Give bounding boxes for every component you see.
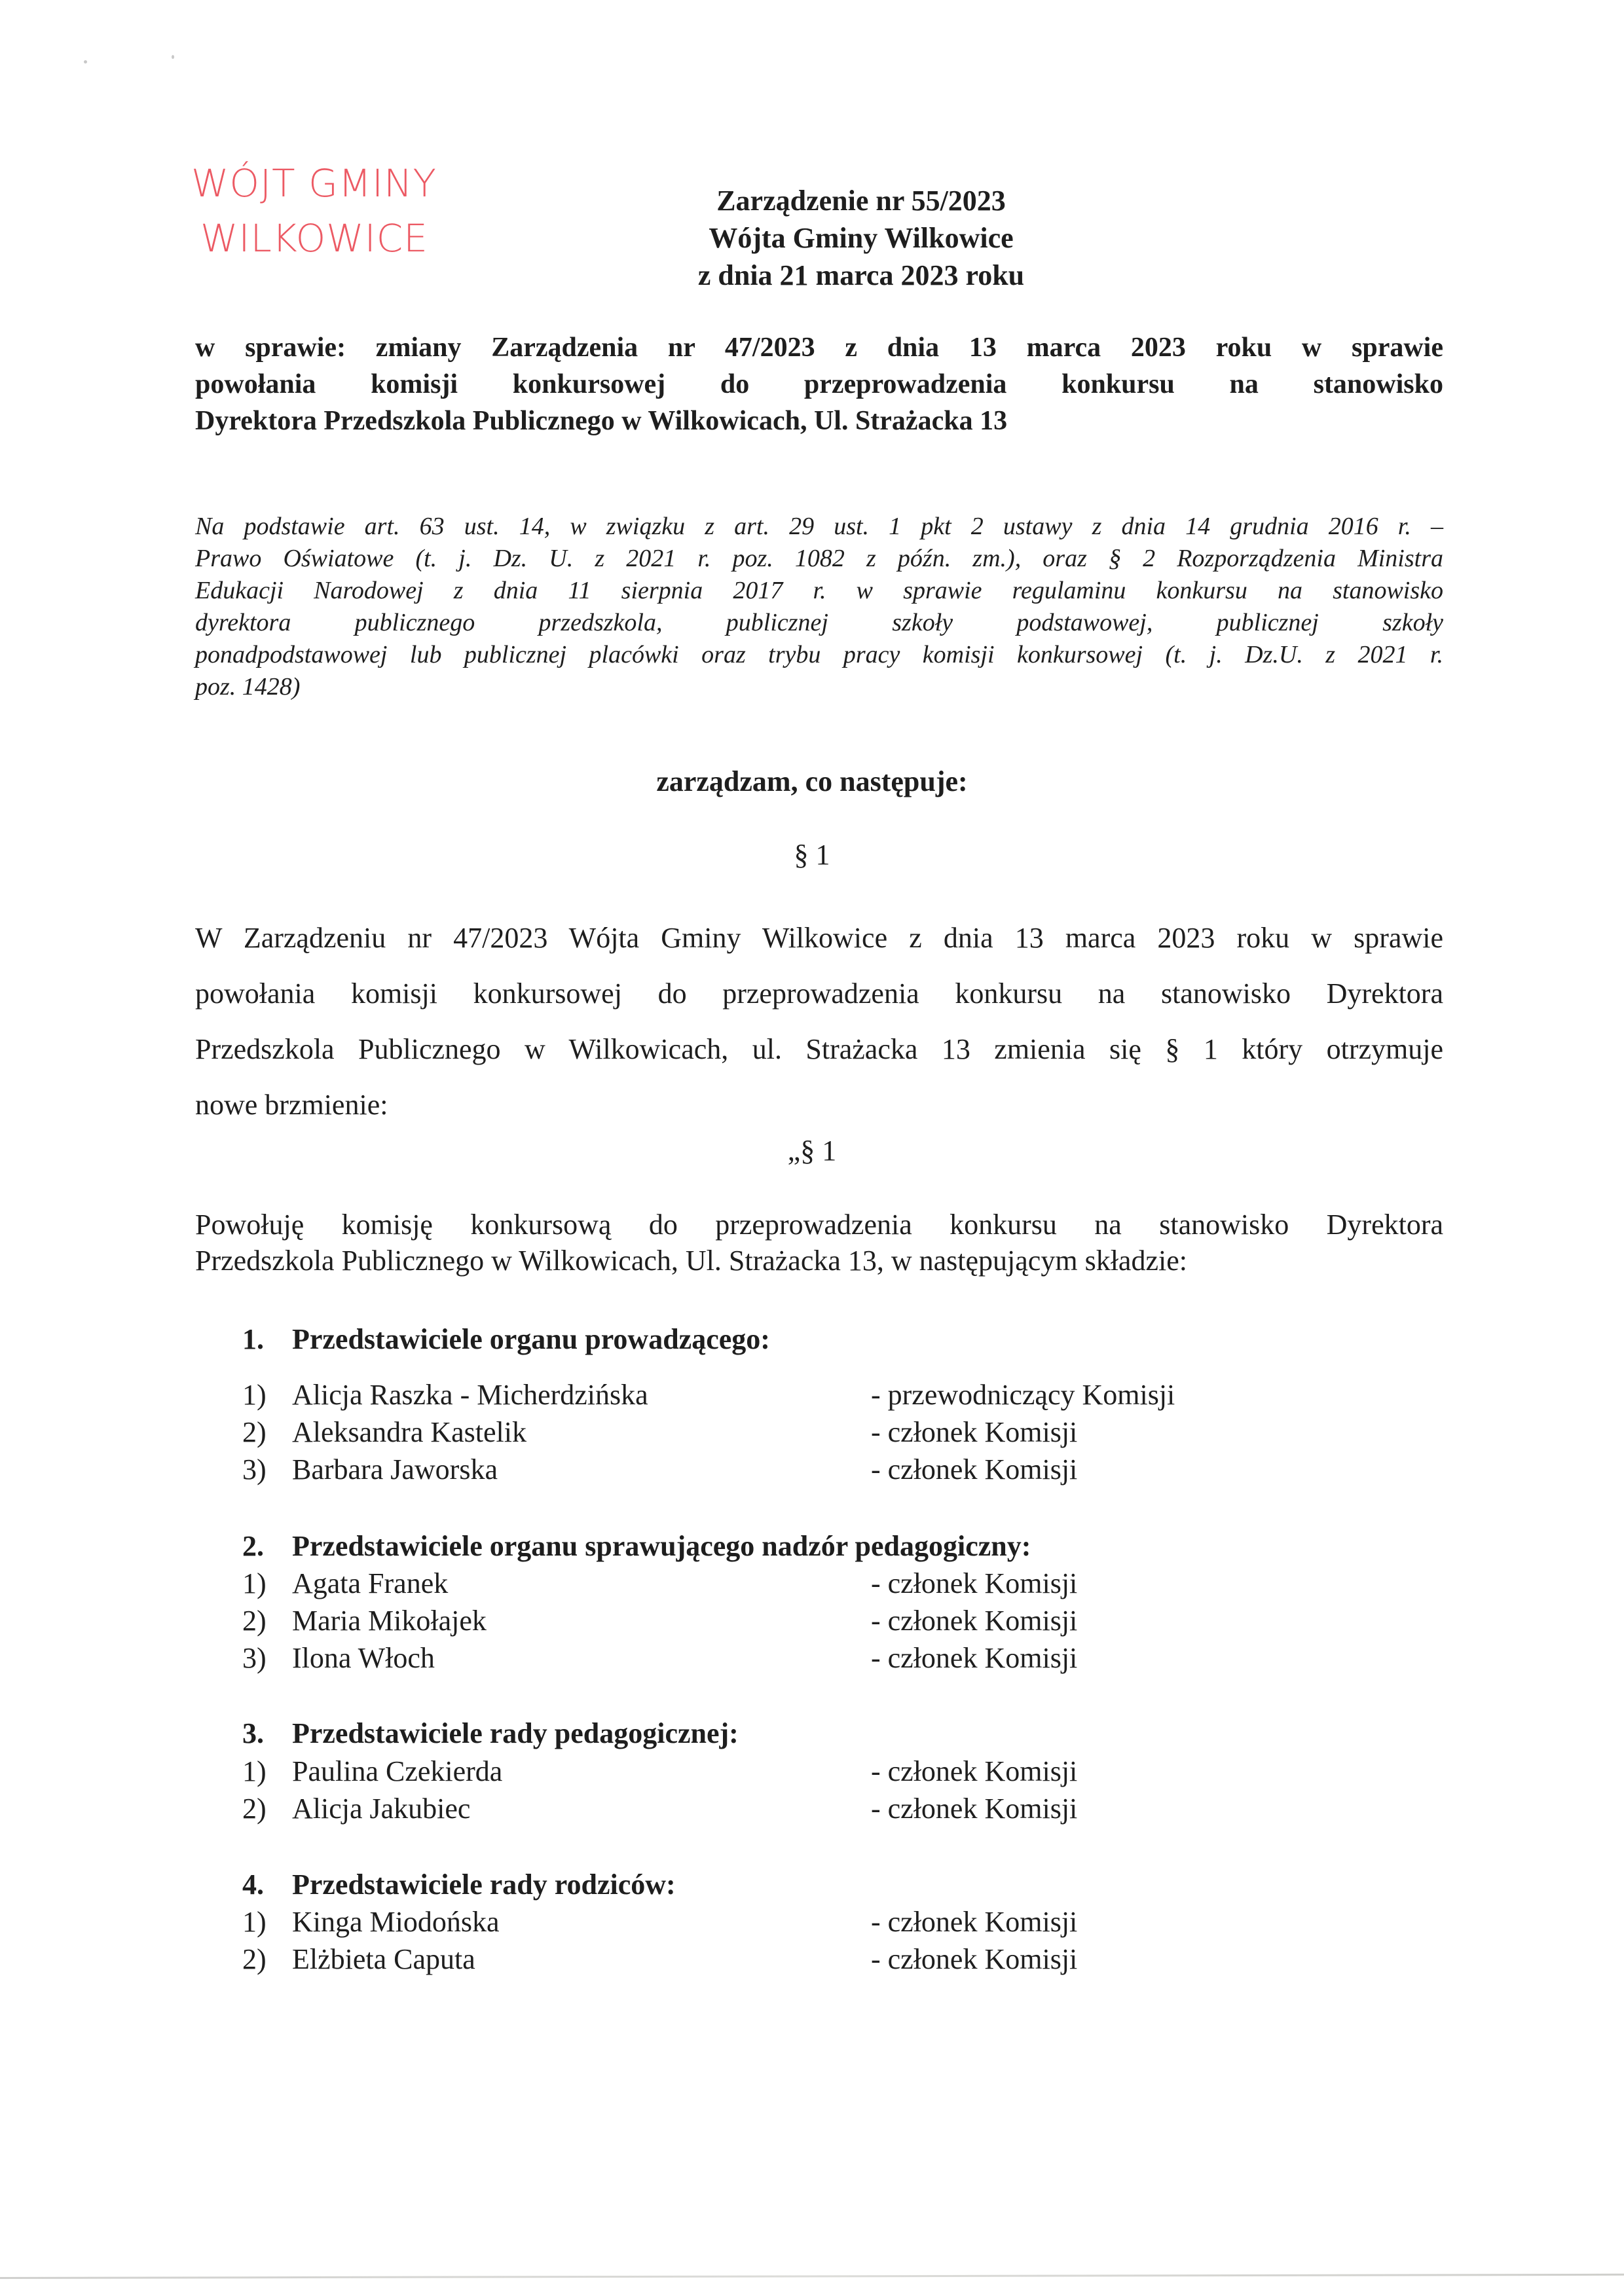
committee-member (242, 1567, 1356, 1605)
member-index: 1) (242, 1379, 267, 1411)
document-title: Zarządzenie nr 55/2023 (716, 185, 1006, 217)
member-name: Barbara Jaworska (292, 1453, 498, 1485)
group-title (242, 1322, 770, 1356)
group-label: Przedstawiciele rady rodziców: (292, 1868, 676, 1901)
scan-edge-line (0, 2274, 1624, 2279)
committee-member (242, 1453, 1356, 1491)
member-name: Agata Franek (292, 1567, 449, 1599)
group-number: 4. (242, 1868, 264, 1901)
group-label: Przedstawiciele rady pedagogicznej: (292, 1717, 739, 1749)
subject-line: powołania komisji konkursowej do przeprowadzenia konkursu na stanowisko (195, 369, 1443, 399)
member-name: Alicja Jakubiec (292, 1793, 471, 1825)
member-index: 2) (242, 1943, 267, 1975)
stamp-line-2: WILKOWICE (200, 216, 428, 261)
legal-basis-line: Prawo Oświatowe (t. j. Dz. U. z 2021 r. poz. 1082 z późn. zm.), oraz § 2 Rozporządzenia Ministra (195, 545, 1443, 572)
committee-member (242, 1641, 1356, 1679)
stamp-line-1: WÓJT GMINY (191, 161, 437, 206)
member-index: 2) (242, 1605, 267, 1637)
member-index: 2) (242, 1793, 267, 1825)
member-name: Aleksandra Kastelik (292, 1416, 526, 1448)
member-index: 3) (242, 1453, 267, 1485)
member-role: - członek Komisji (871, 1943, 1078, 1975)
amended-section-line: Powołuję komisję konkursową do przeprowadzenia konkursu na stanowisko Dyrektora (195, 1209, 1443, 1241)
document-header (570, 182, 1153, 294)
member-name: Ilona Włoch (292, 1642, 435, 1674)
member-name: Elżbieta Caputa (292, 1943, 475, 1975)
group-title (242, 1529, 1031, 1563)
group-number: 3. (242, 1717, 264, 1749)
amended-section-line: Przedszkola Publicznego w Wilkowicach, Ul. Strażacka 13, w następującym składzie: (195, 1245, 1187, 1277)
member-index: 1) (242, 1755, 267, 1787)
member-name: Kinga Miodońska (292, 1906, 500, 1938)
scan-speck (84, 60, 87, 64)
member-name: Maria Mikołajek (292, 1605, 487, 1637)
document-subject (195, 329, 1443, 439)
member-role: - członek Komisji (871, 1906, 1078, 1938)
group-title (242, 1868, 676, 1901)
member-role: - członek Komisji (871, 1567, 1078, 1599)
committee-member (242, 1604, 1356, 1642)
section-1-line: Przedszkola Publicznego w Wilkowicach, ul. Strażacka 13 zmienia się § 1 który otrzymuje (195, 1033, 1443, 1065)
decree-intro: zarządzam, co następuje: (656, 765, 968, 797)
member-role: - członek Komisji (871, 1793, 1078, 1825)
group-title (242, 1717, 739, 1750)
member-role: - członek Komisji (871, 1605, 1078, 1637)
member-role: - przewodniczący Komisji (871, 1379, 1175, 1411)
member-role: - członek Komisji (871, 1755, 1078, 1787)
member-role: - członek Komisji (871, 1642, 1078, 1674)
legal-basis-line: dyrektora publicznego przedszkola, publicznej szkoły podstawowej, publicznej szkoły (195, 609, 1443, 636)
member-role: - członek Komisji (871, 1453, 1078, 1485)
legal-basis-line: Edukacji Narodowej z dnia 11 sierpnia 2017 r. w sprawie regulaminu konkursu na stanowisko (195, 577, 1443, 604)
section-1-line: powołania komisji konkursowej do przeprowadzenia konkursu na stanowisko Dyrektora (195, 977, 1443, 1010)
document-date: z dnia 21 marca 2023 roku (697, 259, 1025, 291)
subject-line: Dyrektora Przedszkola Publicznego w Wilkowicach, Ul. Strażacka 13 (195, 406, 1008, 436)
group-label: Przedstawiciele organu prowadzącego: (292, 1323, 770, 1355)
section-1-body (195, 910, 1443, 1133)
legal-basis-line: Na podstawie art. 63 ust. 14, w związku z art. 29 ust. 1 pkt 2 ustawy z dnia 14 grudnia 2016 r. – (195, 513, 1443, 540)
document-issuer: Wójta Gminy Wilkowice (709, 222, 1014, 254)
legal-basis-line: ponadpodstawowej lub publicznej placówki oraz trybu pracy komisji konkursowej (t. j. Dz.U. z 2021 r. (195, 641, 1443, 668)
legal-basis (195, 511, 1443, 703)
committee-member (242, 1905, 1356, 1943)
member-index: 2) (242, 1416, 267, 1448)
committee-member (242, 1378, 1356, 1416)
member-index: 1) (242, 1906, 267, 1938)
amended-section-heading: „§ 1 (787, 1135, 837, 1167)
legal-basis-line: poz. 1428) (195, 673, 301, 701)
section-1-line: nowe brzmienie: (195, 1089, 388, 1121)
group-number: 1. (242, 1323, 264, 1355)
member-index: 3) (242, 1642, 267, 1674)
member-name: Alicja Raszka - Micherdzińska (292, 1379, 648, 1411)
group-number: 2. (242, 1530, 264, 1562)
committee-member (242, 1755, 1356, 1793)
group-label: Przedstawiciele organu sprawującego nadzór pedagogiczny: (292, 1530, 1031, 1562)
amended-section-body (195, 1207, 1443, 1279)
section-1-line: W Zarządzeniu nr 47/2023 Wójta Gminy Wilkowice z dnia 13 marca 2023 roku w sprawie (195, 922, 1443, 954)
section-heading: § 1 (794, 839, 830, 871)
member-role: - członek Komisji (871, 1416, 1078, 1448)
committee-member (242, 1415, 1356, 1453)
committee-member (242, 1792, 1356, 1830)
office-stamp (191, 156, 437, 266)
member-name: Paulina Czekierda (292, 1755, 503, 1787)
scan-speck (172, 55, 174, 59)
committee-member (242, 1942, 1356, 1980)
subject-line: w sprawie: zmiany Zarządzenia nr 47/2023 z dnia 13 marca 2023 roku w sprawie (195, 333, 1443, 363)
member-index: 1) (242, 1567, 267, 1599)
